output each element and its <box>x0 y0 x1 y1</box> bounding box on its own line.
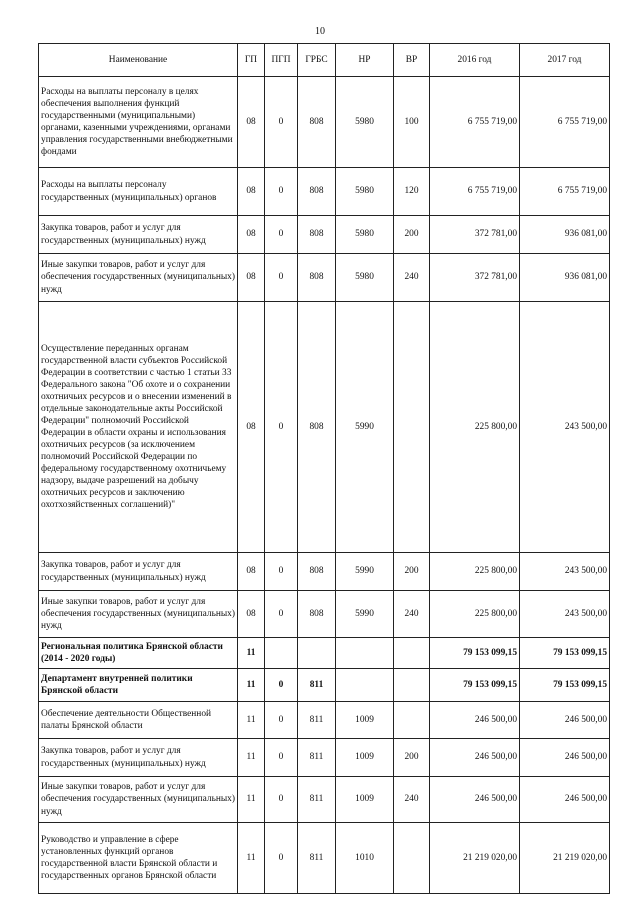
row-grbs: 811 <box>298 669 336 702</box>
row-vr <box>394 302 430 553</box>
row-amount-2016: 372 781,00 <box>430 254 520 302</box>
row-name: Закупка товаров, работ и услуг для государственных (муниципальных) нужд <box>39 216 238 254</box>
header-gp: ГП <box>238 44 265 77</box>
row-vr <box>394 823 430 894</box>
row-nr: 1009 <box>336 739 394 777</box>
budget-table <box>38 43 610 894</box>
row-vr: 200 <box>394 553 430 591</box>
row-nr: 5990 <box>336 553 394 591</box>
row-vr: 200 <box>394 739 430 777</box>
row-vr: 120 <box>394 168 430 216</box>
row-amount-2016: 79 153 099,15 <box>430 638 520 669</box>
row-name: Иные закупки товаров, работ и услуг для обеспечения государственных (муниципальных) нужд <box>39 777 238 823</box>
row-grbs: 808 <box>298 591 336 638</box>
row-gp: 08 <box>238 302 265 553</box>
row-amount-2017: 936 081,00 <box>520 254 610 302</box>
row-nr: 5990 <box>336 591 394 638</box>
row-amount-2016: 225 800,00 <box>430 302 520 553</box>
row-gp: 11 <box>238 702 265 739</box>
header-pgp: ПГП <box>265 44 298 77</box>
row-vr: 100 <box>394 77 430 168</box>
row-nr: 5980 <box>336 254 394 302</box>
row-name: Закупка товаров, работ и услуг для государственных (муниципальных) нужд <box>39 553 238 591</box>
row-grbs: 811 <box>298 777 336 823</box>
row-gp: 08 <box>238 553 265 591</box>
row-gp: 08 <box>238 254 265 302</box>
header-grbs: ГРБС <box>298 44 336 77</box>
row-gp: 11 <box>238 669 265 702</box>
row-amount-2017: 246 500,00 <box>520 739 610 777</box>
table-row <box>39 302 610 553</box>
row-vr: 200 <box>394 216 430 254</box>
row-name: Иные закупки товаров, работ и услуг для обеспечения государственных (муниципальных) нужд <box>39 254 238 302</box>
row-nr: 5990 <box>336 302 394 553</box>
row-pgp: 0 <box>265 302 298 553</box>
row-pgp: 0 <box>265 254 298 302</box>
row-grbs: 811 <box>298 823 336 894</box>
row-pgp: 0 <box>265 777 298 823</box>
row-vr <box>394 669 430 702</box>
row-name: Руководство и управление в сфере установленных функций органов государственной власти Брянской области и государственных органов Брянской области <box>39 823 238 894</box>
row-amount-2017: 246 500,00 <box>520 777 610 823</box>
row-amount-2017: 6 755 719,00 <box>520 77 610 168</box>
row-pgp <box>265 638 298 669</box>
table-row <box>39 702 610 739</box>
table-row <box>39 669 610 702</box>
row-grbs: 811 <box>298 739 336 777</box>
row-gp: 08 <box>238 591 265 638</box>
row-name: Расходы на выплаты персоналу государственных (муниципальных) органов <box>39 168 238 216</box>
row-grbs: 808 <box>298 77 336 168</box>
row-amount-2017: 243 500,00 <box>520 591 610 638</box>
table-row <box>39 777 610 823</box>
row-amount-2017: 21 219 020,00 <box>520 823 610 894</box>
row-vr: 240 <box>394 777 430 823</box>
row-pgp: 0 <box>265 669 298 702</box>
row-name: Осуществление переданных органам государственной власти субъектов Российской Федерации в соответствии с частью 1 статьи 33 Федерального закона "Об охоте и о сохранении охотничьих ресурсов и о внесении изменений в отдельные законодательные акты Российской Федерации" полномочий Российской Федерации в области охраны и использования охотничьих ресурсов (за исключением полномочий Российской Федерации по федеральному государственному охотничьему надзору, выдаче разрешений на добычу охотничьих ресурсов и заключению охотхозяйственных соглашений)" <box>39 302 238 553</box>
row-vr <box>394 638 430 669</box>
table-row <box>39 823 610 894</box>
row-name: Иные закупки товаров, работ и услуг для обеспечения государственных (муниципальных) нужд <box>39 591 238 638</box>
row-grbs: 808 <box>298 553 336 591</box>
row-pgp: 0 <box>265 823 298 894</box>
table-row <box>39 77 610 168</box>
row-name: Региональная политика Брянской области (2014 - 2020 годы) <box>39 638 238 669</box>
row-nr <box>336 638 394 669</box>
table-row <box>39 254 610 302</box>
row-nr: 5980 <box>336 168 394 216</box>
row-amount-2016: 246 500,00 <box>430 702 520 739</box>
row-grbs: 808 <box>298 216 336 254</box>
row-amount-2016: 246 500,00 <box>430 777 520 823</box>
row-gp: 08 <box>238 168 265 216</box>
row-nr: 1009 <box>336 702 394 739</box>
header-nr: НР <box>336 44 394 77</box>
row-gp: 08 <box>238 77 265 168</box>
row-gp: 11 <box>238 638 265 669</box>
row-amount-2016: 246 500,00 <box>430 739 520 777</box>
header-row <box>39 44 610 77</box>
row-amount-2016: 372 781,00 <box>430 216 520 254</box>
row-amount-2016: 6 755 719,00 <box>430 77 520 168</box>
row-nr: 5980 <box>336 216 394 254</box>
row-grbs: 808 <box>298 168 336 216</box>
row-amount-2017: 6 755 719,00 <box>520 168 610 216</box>
row-grbs <box>298 638 336 669</box>
row-gp: 08 <box>238 216 265 254</box>
row-grbs: 811 <box>298 702 336 739</box>
row-pgp: 0 <box>265 168 298 216</box>
row-amount-2017: 243 500,00 <box>520 553 610 591</box>
row-grbs: 808 <box>298 302 336 553</box>
row-gp: 11 <box>238 777 265 823</box>
row-amount-2017: 79 153 099,15 <box>520 638 610 669</box>
row-name: Расходы на выплаты персоналу в целях обеспечения выполнения функций государственными (муниципальными) органами, казенными учреждениями, органами управления государственными внебюджетными фондами <box>39 77 238 168</box>
row-name: Обеспечение деятельности Общественной палаты Брянской области <box>39 702 238 739</box>
row-grbs: 808 <box>298 254 336 302</box>
row-nr: 1010 <box>336 823 394 894</box>
row-name: Закупка товаров, работ и услуг для государственных (муниципальных) нужд <box>39 739 238 777</box>
row-pgp: 0 <box>265 739 298 777</box>
row-amount-2016: 6 755 719,00 <box>430 168 520 216</box>
row-nr: 5980 <box>336 77 394 168</box>
row-nr: 1009 <box>336 777 394 823</box>
row-amount-2016: 79 153 099,15 <box>430 669 520 702</box>
row-pgp: 0 <box>265 77 298 168</box>
row-pgp: 0 <box>265 702 298 739</box>
row-vr: 240 <box>394 254 430 302</box>
row-amount-2017: 936 081,00 <box>520 216 610 254</box>
row-amount-2017: 79 153 099,15 <box>520 669 610 702</box>
row-gp: 11 <box>238 739 265 777</box>
header-2017: 2017 год <box>520 44 610 77</box>
row-pgp: 0 <box>265 591 298 638</box>
row-name: Департамент внутренней политики Брянской области <box>39 669 238 702</box>
row-nr <box>336 669 394 702</box>
row-pgp: 0 <box>265 553 298 591</box>
row-gp: 11 <box>238 823 265 894</box>
table-row <box>39 168 610 216</box>
row-pgp: 0 <box>265 216 298 254</box>
header-vr: ВР <box>394 44 430 77</box>
table-row <box>39 553 610 591</box>
row-amount-2016: 225 800,00 <box>430 591 520 638</box>
table-row <box>39 739 610 777</box>
row-amount-2016: 225 800,00 <box>430 553 520 591</box>
header-name: Наименование <box>39 44 238 77</box>
row-amount-2016: 21 219 020,00 <box>430 823 520 894</box>
header-2016: 2016 год <box>430 44 520 77</box>
page-number: 10 <box>315 26 325 37</box>
row-vr: 240 <box>394 591 430 638</box>
table-row <box>39 216 610 254</box>
table-row <box>39 591 610 638</box>
row-amount-2017: 246 500,00 <box>520 702 610 739</box>
table-row <box>39 638 610 669</box>
row-vr <box>394 702 430 739</box>
row-amount-2017: 243 500,00 <box>520 302 610 553</box>
